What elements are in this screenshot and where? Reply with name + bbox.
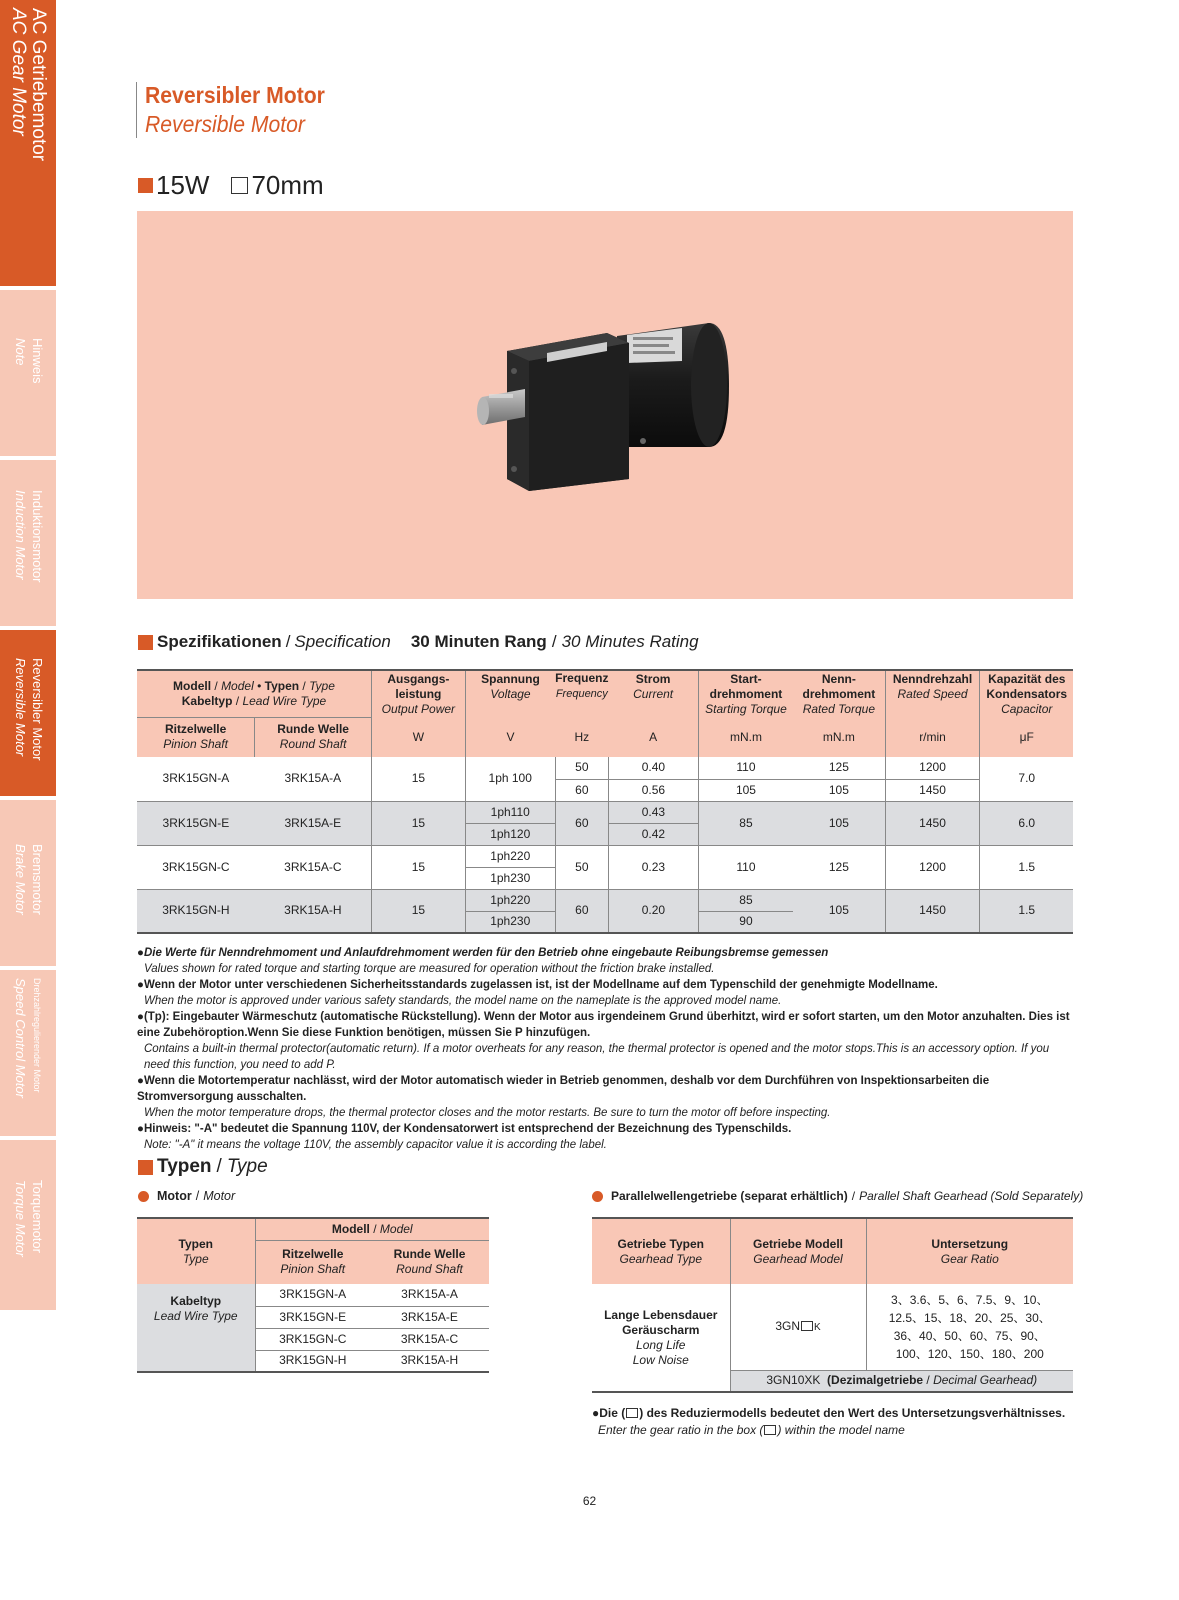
cell-pinion: 3RK15GN-H [255,1350,370,1372]
cell-rated-torque: 125 [793,845,885,889]
cell-output: 15 [371,845,465,889]
side-navigation [0,0,56,1340]
table-row [592,1284,1073,1370]
side-tab-note[interactable] [0,290,56,456]
cell-pinion: 3RK15GN-H [137,889,255,933]
cell-voltage: 1ph230 [465,867,555,889]
header-output: Ausgangs- leistung Output Power [371,670,465,717]
title-english: Reversible Motor [145,111,305,137]
note-1-en: Values shown for rated torque and starting torque are measured for operation without the friction brake installed. [144,963,715,975]
cell-speed: 1450 [885,801,980,845]
side-tab-sub: AC Gear Motor [8,8,29,136]
table-row [137,1284,489,1306]
cell-speed: 1200 [885,845,980,889]
side-tab-torque-motor[interactable] [0,1140,56,1310]
header-pinion-shaft: Ritzelwelle Pinion Shaft [137,717,255,757]
cell-starting-torque: 110 [698,757,793,779]
slash: / [216,1156,222,1177]
side-tab-sub: Brake Motor [13,844,28,915]
cell-frequency: 60 [555,889,608,933]
side-tab-sub: Reversible Motor [13,658,28,757]
cell-voltage: 1ph230 [465,911,555,933]
spec-notes [137,945,1073,1153]
cell-round: 3RK15A-E [370,1306,489,1328]
gear-note-en: Enter the gear ratio in the box ( ) within the model name [598,1423,905,1437]
cell-rated-torque: 105 [793,801,885,845]
cell-round: 3RK15A-C [370,1328,489,1350]
cell-capacitor: 1.5 [980,889,1073,933]
unit-current: A [609,717,699,757]
cell-pinion: 3RK15GN-A [162,771,230,786]
power-size-line [138,170,324,201]
page-number: 62 [582,1494,597,1508]
side-tab-brake-motor[interactable] [0,800,56,966]
cell-frequency: 50 [555,757,608,779]
header-model: Modell / Model [255,1218,489,1240]
type-heading-de: Typen [157,1156,212,1177]
cell-voltage: 1ph 100 [465,757,555,801]
note-2-de: ●Wenn der Motor unter verschiedenen Sicherheitsstandards zugelassen ist, ist der Modellname auf dem Typenschild der genehmigte Modellname. [137,979,938,991]
header-round-shaft: Runde Welle Round Shaft [255,717,372,757]
cell-round: 3RK15A-C [255,845,372,889]
unit-voltage: V [465,717,555,757]
cell-gear-ratios: 3、3.6、5、6、7.5、9、10、 12.5、15、18、20、25、30、 36、40、50、60、75、90、 100、120、150、180、200 [866,1284,1073,1370]
unit-output: W [371,717,465,757]
cell-speed: 1450 [885,889,980,933]
header-current: Strom Current [609,670,699,717]
header-capacitor: Kapazität des Kondensators Capacitor [980,670,1073,717]
side-tab-main: Induktionsmotor [29,490,45,583]
header-gear-ratio: Untersetzung Gear Ratio [866,1218,1073,1284]
bullet-dot-icon [138,1191,149,1202]
cell-rated-torque: 105 [828,782,849,797]
header-model-type: Modell / Model • Typen / Type Kabeltyp / Lead Wire Type [137,670,371,717]
bullet-dot-icon [592,1191,603,1202]
power-rating: 15W [156,170,210,200]
cell-gearhead-model: 3GN K [730,1284,866,1370]
cell-frequency: 50 [555,845,608,889]
cell-starting-torque: 110 [698,845,793,889]
cell-starting-torque: 85 [698,889,793,911]
gearhead-table [592,1217,1073,1393]
box-icon [764,1425,776,1435]
motor-image [137,211,1073,599]
header-round-shaft: Runde Welle Round Shaft [370,1240,489,1284]
frame-size: 70mm [251,170,324,200]
note-3-en: Contains a built-in thermal protector(automatic return). If a motor overheats for any reason, the thermal protector is opened and the motor stops.This is an accessory option. If you need this function, you need to add P. [144,1043,1050,1071]
spec-heading-en: Specification [294,632,391,651]
spec-heading-de: Spezifikationen [157,632,282,651]
table-row [137,889,1073,911]
header-starting-torque: Start- drehmoment Starting Torque [698,670,793,717]
cell-voltage: 1ph220 [465,845,555,867]
cell-round: 3RK15A-E [255,801,372,845]
cell-rated-torque: 125 [793,757,885,779]
gear-note-de: ●Die ( ) des Reduziermodells bedeutet den Wert des Untersetzungsverhältnisses. [592,1406,1066,1420]
unit-speed: r/min [885,717,980,757]
side-tab-main: Bremsmotor [29,844,45,915]
cell-current: 0.23 [609,845,699,889]
header-pinion-shaft: Ritzelwelle Pinion Shaft [255,1240,370,1284]
cell-voltage: 1ph120 [465,823,555,845]
motor-sub-en: Motor [203,1189,236,1203]
side-tab-label [8,8,48,161]
motor-type-table [137,1217,489,1373]
side-tab-label [11,490,45,583]
cell-output: 15 [371,757,465,801]
unit-starting-torque: mN.m [698,717,793,757]
filled-square-icon [138,178,153,193]
motor-sub-de: Motor [157,1189,192,1203]
cell-speed: 1450 [885,779,980,801]
side-tab-label [11,658,45,761]
cell-current: 0.42 [609,823,699,845]
side-tab-sub: Torque Motor [13,1180,28,1257]
side-tab-induction-motor[interactable] [0,460,56,626]
note-5-de: ●Hinweis: "-A" bedeutet die Spannung 110V, der Kondensatorwert ist entsprechend der Bezeichnung des Typenschilds. [137,1123,792,1135]
type-heading [138,1156,268,1178]
note-4-en: When the motor temperature drops, the thermal protector closes and the motor restarts. Be sure to turn the motor off before inspecting. [144,1107,831,1119]
cell-gearhead-type: Lange Lebensdauer Geräuscharm Long Life Low Noise [592,1284,730,1392]
side-tab-speed-control-motor[interactable] [0,970,56,1136]
header-type: Typen Type [137,1218,255,1284]
cell-pinion: 3RK15GN-E [255,1306,370,1328]
spec-table [137,669,1073,934]
gear-sub-de: Parallelwellengetriebe (separat erhältlich) [611,1189,848,1203]
note-4-de: ●Wenn die Motortemperatur nachlässt, wird der Motor automatisch wieder in Betrieb genommen, deshalb vor dem Durchführen von Inspektionsarbeiten die Stromversorgung ausschalten. [137,1075,990,1103]
table-row [137,757,1073,779]
side-tab-label [11,1180,45,1257]
rating-de: 30 Minuten Rang [410,632,547,651]
filled-square-icon [138,635,153,650]
gearhead-subheading: Parallelwellengetriebe (separat erhältlich) / Parallel Shaft Gearhead (Sold Separately) [592,1189,1083,1203]
side-tab-label [11,338,45,384]
open-square-icon [231,177,248,194]
rating-en: 30 Minutes Rating [561,632,699,651]
cell-frequency: 60 [555,779,608,801]
cell-round: 3RK15A-H [255,889,372,933]
unit-frequency: Hz [555,717,608,757]
gear-sub-en: Parallel Shaft Gearhead (Sold Separately) [859,1189,1084,1203]
cell-starting-torque: 105 [698,779,793,801]
filled-square-icon [138,1160,153,1175]
note-2-en: When the motor is approved under various safety standards, the model name on the nameplate is the approved model name. [144,995,782,1007]
spec-heading [138,632,699,652]
unit-rated-torque: mN.m [793,717,885,757]
side-tab-main: Drehzahlregulierender Motor [31,978,42,1093]
cell-rated-torque: 105 [793,889,885,933]
cell-pinion: 3RK15GN-E [137,801,255,845]
product-photo [137,211,1073,599]
header-frequency: Frequenz Frequency [555,670,608,717]
slash: / [551,632,557,651]
side-tab-main: Reversibler Motor [29,658,45,761]
cell-current: 0.20 [609,889,699,933]
title-german: Reversibler Motor [145,82,325,108]
cell-starting-torque: 85 [698,801,793,845]
cell-output: 15 [371,889,465,933]
header-gearhead-model: Getriebe Modell Gearhead Model [730,1218,866,1284]
side-tab-sub: Note [13,338,28,366]
cell-lead-wire-type: Kabeltyp Lead Wire Type [137,1284,255,1372]
gear-ratio-note [592,1405,1073,1439]
side-tab-ac-gear-motor[interactable] [0,0,56,286]
side-tab-label [11,978,45,1098]
side-tab-sub: Speed Control Motor [13,978,28,1098]
box-icon [626,1408,638,1418]
cell-current: 0.40 [609,757,699,779]
cell-round: 3RK15A-A [284,771,342,786]
side-tab-label [11,844,45,915]
page-title [136,82,341,138]
cell-round: 3RK15A-A [370,1284,489,1306]
table-row [137,801,1073,823]
side-tab-reversible-motor[interactable] [0,630,56,796]
motor-subheading: Motor / Motor [138,1189,235,1203]
table-row [137,845,1073,867]
cell-current: 0.43 [609,801,699,823]
cell-output: 15 [371,801,465,845]
cell-voltage: 1ph110 [465,801,555,823]
note-1-de: ●Die Werte für Nenndrehmoment und Anlaufdrehmoment werden für den Betrieb ohne eingebaute Reibungsbremse gemessen [137,947,829,959]
cell-capacitor: 6.0 [980,801,1073,845]
side-tab-main: AC Getriebemotor [27,8,49,162]
side-tab-sub: Induction Motor [13,490,28,580]
cell-capacitor: 1.5 [980,845,1073,889]
box-icon [801,1321,813,1331]
side-tab-main: Torquemotor [29,1180,45,1253]
header-gearhead-type: Getriebe Typen Gearhead Type [592,1218,730,1284]
cell-speed: 1200 [885,757,980,779]
header-voltage: Spannung Voltage [465,670,555,717]
unit-capacitor: μF [980,717,1073,757]
cell-pinion: 3RK15GN-A [255,1284,370,1306]
slash: / [285,632,291,651]
cell-round: 3RK15A-H [370,1350,489,1372]
cell-decimal-gearhead: 3GN10XK (Dezimalgetriebe / Decimal Gearhead) [730,1370,1073,1392]
cell-voltage: 1ph220 [465,889,555,911]
header-rated-speed: Nenndrehzahl Rated Speed [885,670,980,717]
cell-current: 0.56 [609,779,699,801]
header-rated-torque: Nenn- drehmoment Rated Torque [793,670,885,717]
side-tab-main: Hinweis [29,338,45,384]
cell-frequency: 60 [555,801,608,845]
type-heading-en: Type [226,1156,268,1177]
cell-pinion: 3RK15GN-C [137,845,255,889]
cell-starting-torque: 90 [698,911,793,933]
note-5-en: Note: "-A" it means the voltage 110V, the assembly capacitor value it is according the label. [144,1139,607,1151]
cell-capacitor: 7.0 [980,757,1073,801]
note-3-de: ●(Tp): Eingebauter Wärmeschutz (automatische Rückstellung). Wenn der Motor aus irgendeinem Grund überhitzt, wird er sofort starten, um den Motor anzuhalten. Dies ist eine Zubehöroption.Wenn Sie diese Funktion benötigen, müssen Sie P hinzufügen. [137,1011,1070,1039]
cell-pinion: 3RK15GN-C [255,1328,370,1350]
